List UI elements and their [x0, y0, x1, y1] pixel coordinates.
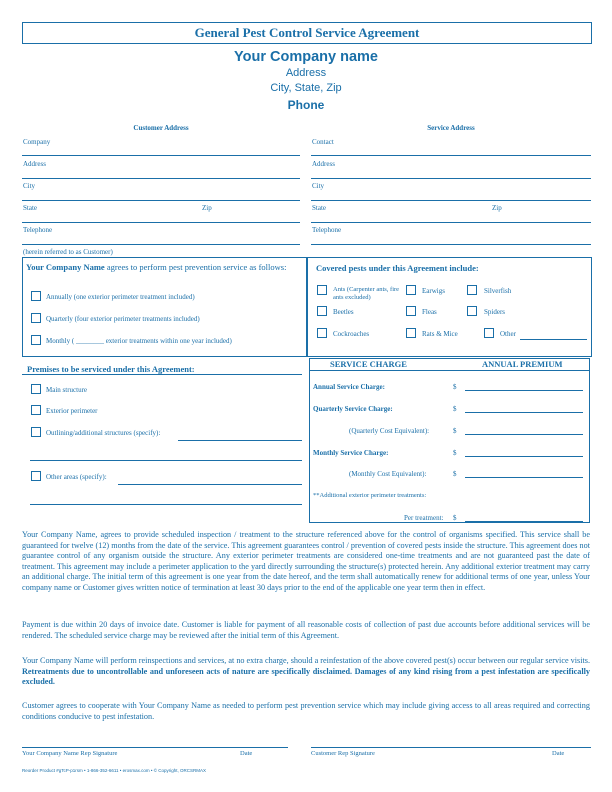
rats-mice-checkbox[interactable] [406, 328, 416, 338]
quarterly-currency: $ [453, 405, 457, 413]
company-city-state-zip: City, State, Zip [270, 82, 342, 94]
customer-city-field[interactable] [22, 200, 300, 201]
box-divider [306, 257, 308, 357]
quarterly-label: Quarterly (four exterior perimeter treatments included) [46, 315, 200, 323]
customer-rep-date-label: Date [552, 750, 565, 757]
silverfish-checkbox[interactable] [467, 285, 477, 295]
rats-mice-label: Rats & Mice [422, 330, 458, 338]
company-rep-signature-field[interactable] [22, 747, 288, 748]
monthly-charge-field[interactable] [465, 456, 583, 457]
main-structure-checkbox[interactable] [31, 384, 41, 394]
fleas-label: Fleas [422, 308, 437, 316]
other-areas-field-2[interactable] [30, 504, 302, 505]
cockroaches-label: Cockroaches [333, 330, 370, 338]
quarterly-equivalent-field[interactable] [465, 434, 583, 435]
per-treatment-currency: $ [453, 514, 457, 522]
annual-charge-field[interactable] [465, 390, 583, 391]
other-pest-checkbox[interactable] [484, 328, 494, 338]
quarterly-checkbox[interactable] [31, 313, 41, 323]
annual-premium-heading: ANNUAL PREMIUM [482, 359, 563, 369]
annually-checkbox[interactable] [31, 291, 41, 301]
outlining-field[interactable] [178, 440, 302, 441]
customer-address-field[interactable] [22, 178, 300, 179]
customer-address-heading: Customer Address [133, 124, 189, 132]
earwigs-checkbox[interactable] [406, 285, 416, 295]
form-title: General Pest Control Service Agreement [22, 22, 592, 44]
annual-charge-label: Annual Service Charge: [313, 383, 385, 391]
ants-checkbox[interactable] [317, 285, 327, 295]
customer-rep-signature-field[interactable] [311, 747, 591, 748]
annually-label: Annually (one exterior perimeter treatment included) [46, 293, 195, 301]
service-telephone-field[interactable] [311, 244, 591, 245]
charges-header-rule [309, 370, 590, 371]
company-phone: Phone [287, 98, 325, 112]
monthly-currency: $ [453, 449, 457, 457]
monthly-equivalent-label: (Monthly Cost Equivalent): [349, 470, 427, 478]
customer-state-label: State [23, 204, 37, 212]
premises-heading: Premises to be serviced under this Agreement: [27, 364, 195, 374]
terms-paragraph-2: Payment is due within 20 days of invoice date. Customer is liable for payment of all reasonable costs of collection of past due accounts before additional services will be rendered. The scheduled service charge may be reviewed after the initial term of this Agreement. [22, 620, 590, 640]
company-address: Address [285, 67, 327, 79]
customer-city-label: City [23, 182, 36, 190]
spiders-label: Spiders [484, 308, 505, 316]
customer-note: (herein referred to as Customer) [23, 248, 113, 256]
service-telephone-label: Telephone [312, 226, 342, 234]
earwigs-label: Earwigs [422, 287, 445, 295]
quarterly-charge-label: Quarterly Service Charge: [313, 405, 393, 413]
reorder-footer: Reorder Product #gTcP-p1rsm • 1-866-352-6611 • erosmax.com • © Copyright, ORCSRMAX [22, 768, 207, 773]
other-areas-label: Other areas (specify): [46, 473, 107, 481]
cockroaches-checkbox[interactable] [317, 328, 327, 338]
fleas-checkbox[interactable] [406, 306, 416, 316]
service-zip-label: Zip [492, 204, 502, 212]
customer-telephone-field[interactable] [22, 244, 300, 245]
other-areas-checkbox[interactable] [31, 471, 41, 481]
outlining-label: Outlining/additional structures (specify): [46, 429, 161, 437]
service-state-zip-field[interactable] [311, 222, 591, 223]
company-name: Your Company name [234, 49, 378, 65]
per-treatment-label: Per treatment: [404, 514, 444, 522]
terms-paragraph-4: Customer agrees to cooperate with Your Company Name as needed to perform pest prevention service which may include giving access to all areas required and correcting conditions conducive to pest infestation. [22, 701, 590, 721]
customer-telephone-label: Telephone [23, 226, 53, 234]
ants-label: Ants (Carpenter ants, fire ants excluded) [333, 286, 400, 301]
terms-paragraph-3-text: Your Company Name will perform reinspections and services, at no extra charge, should a reinfestation of the above covered pest(s) occur between our regular service visits. [22, 656, 590, 665]
quarterly-charge-field[interactable] [465, 412, 583, 413]
monthly-equivalent-field[interactable] [465, 477, 583, 478]
quarterly-equivalent-label: (Quarterly Cost Equivalent): [349, 427, 430, 435]
outlining-checkbox[interactable] [31, 427, 41, 437]
service-contact-label: Contact [312, 138, 334, 146]
service-state-label: State [312, 204, 326, 212]
prevention-heading [26, 262, 302, 273]
customer-company-field[interactable] [22, 155, 300, 156]
spiders-checkbox[interactable] [467, 306, 477, 316]
monthly-label: Monthly ( ________ exterior treatments within one year included) [46, 337, 232, 345]
other-pest-label: Other [500, 330, 516, 338]
company-rep-signature-label: Your Company Name Rep Signature [22, 750, 118, 757]
additional-treatments-label: **Additional exterior perimeter treatments: [313, 492, 427, 499]
annual-currency: $ [453, 383, 457, 391]
customer-state-zip-field[interactable] [22, 222, 300, 223]
terms-paragraph-3-disclaimer: Retreatments due to uncontrollable and unforeseen acts of nature are specifically disclaimed. Damages of any kind rising from a pest infestation are specifically excluded. [22, 666, 590, 687]
service-contact-field[interactable] [311, 155, 591, 156]
exterior-perimeter-checkbox[interactable] [31, 405, 41, 415]
monthly-eq-currency: $ [453, 470, 457, 478]
terms-paragraph-3 [22, 656, 590, 688]
outlining-field-2[interactable] [30, 460, 302, 461]
customer-zip-label: Zip [202, 204, 212, 212]
beetles-checkbox[interactable] [317, 306, 327, 316]
prevention-heading-text: agrees to perform pest prevention service as follows: [104, 262, 287, 272]
exterior-perimeter-label: Exterior perimeter [46, 407, 98, 415]
per-treatment-field[interactable] [465, 521, 583, 522]
service-address-heading: Service Address [427, 124, 475, 132]
monthly-checkbox[interactable] [31, 335, 41, 345]
service-city-label: City [312, 182, 325, 190]
quarterly-eq-currency: $ [453, 427, 457, 435]
service-charge-heading: SERVICE CHARGE [330, 359, 407, 369]
other-pest-field[interactable] [520, 339, 587, 340]
customer-address-label: Address [23, 160, 46, 168]
customer-company-label: Company [23, 138, 51, 146]
silverfish-label: Silverfish [484, 287, 512, 295]
terms-paragraph-1: Your Company Name, agrees to provide scheduled inspection / treatment to the structure referenced above for the control of organisms specified. This service shall be guaranteed for twelve (12) months from the date of the service. This agreement guarantees control / prevention of covered pests inside the structure. This agreement does not guarantee control of any organism outside the structure. Any exterior perimeter treatments are considered one-time treatments and are not guaranteed past the date of treatment. This agreement may include a perimeter application to the yard directly surrounding the structure(s) protected herein. Any additional exterior treatment may carry an additional charge. The initial term of this agreement is one year from the date hereof, and the term shall automatically renew for additional terms of one year, unless Your company name or Customer gives written notice of termination at least 30 days prior to the end of the applicable one year term then in effect. [22, 530, 590, 592]
service-address-field[interactable] [311, 178, 591, 179]
prevention-heading-company: Your Company Name [26, 262, 105, 272]
main-structure-label: Main structure [46, 386, 88, 394]
other-areas-field[interactable] [118, 484, 302, 485]
monthly-charge-label: Monthly Service Charge: [313, 449, 389, 457]
covered-pests-heading: Covered pests under this Agreement include: [316, 263, 479, 273]
premises-heading-rule [22, 374, 302, 375]
service-city-field[interactable] [311, 200, 591, 201]
beetles-label: Beetles [333, 308, 354, 316]
service-address-label: Address [312, 160, 335, 168]
company-rep-date-label: Date [240, 750, 253, 757]
customer-rep-signature-label: Customer Rep Signature [311, 750, 375, 757]
